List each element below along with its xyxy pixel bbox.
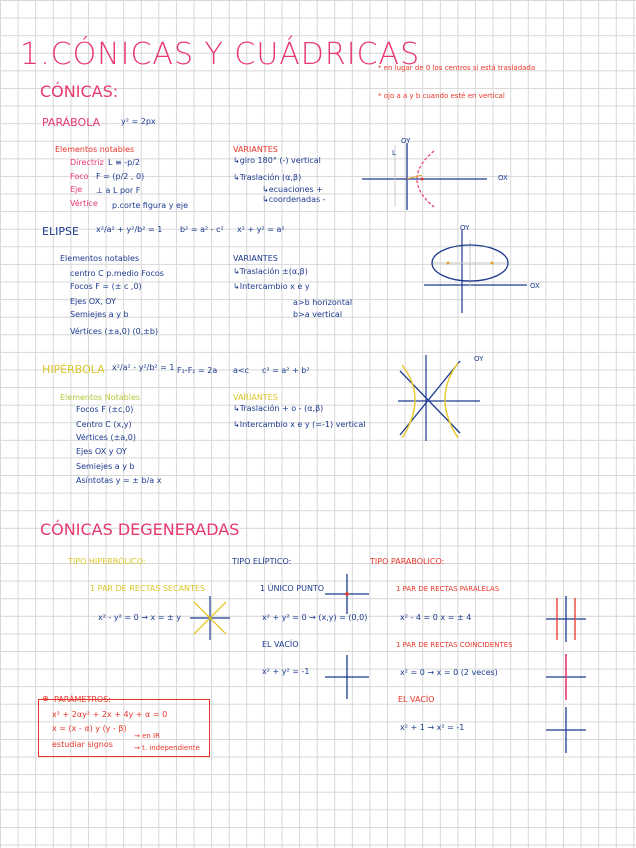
parametros-title-icon: ⊕: [42, 694, 49, 703]
parabola-vertice-value: p.corte figura y eje: [112, 201, 189, 210]
parabola-foco-value: F = (p/2 , 0): [96, 172, 145, 181]
parametros-title: PARÁMETROS:: [54, 695, 111, 704]
parabola-graph: [362, 135, 492, 220]
vacio-parabolico-graph: [546, 707, 586, 753]
hiperbola-variant-2: ↳Intercambio x e y (=-1) vertical: [233, 420, 366, 429]
parametros-line-4: → en IR: [134, 732, 160, 740]
tipo-eliptico-title: TIPO ELÍPTICO:: [232, 557, 292, 566]
tipo-hiperbolico-equation: x² - y² = 0 → x = ± y: [98, 613, 182, 622]
rectas-coincidentes-subtitle: 1 PAR DE RECTAS COINCIDENTES: [396, 641, 513, 649]
unico-punto-graph: [325, 574, 369, 614]
parametros-line-3: estudiar signos: [52, 740, 113, 749]
tipo-hiperbolico-subtitle: 1 PAR DE RECTAS SECANTES: [90, 584, 206, 593]
elipse-variant-3: a>b horizontal: [293, 298, 353, 307]
hiperbola-centro: Centro C (x,y): [76, 420, 132, 429]
parabola-variant-2: ↳Traslación (α,β): [233, 173, 302, 182]
hiperbola-equation-2: F₂-F₁ = 2a: [177, 366, 218, 375]
vacio-parabolico-equation: x² + 1 → x² = -1: [400, 723, 465, 732]
elipse-ejes: Ejes OX, OY: [70, 297, 117, 306]
elipse-equation-3: x² + y² = a²: [237, 225, 285, 234]
parabola-foco-label: Foco: [70, 172, 89, 181]
page-title: 1.CÓNICAS Y CUÁDRICAS: [20, 37, 421, 72]
secantes-graph: [190, 596, 230, 640]
elipse-variant-4: b>a vertical: [293, 310, 343, 319]
hiperbola-variantes-title: VARIANTES: [233, 393, 278, 402]
vacio-eliptico-equation: x² + y² = -1: [262, 667, 310, 676]
elipse-oy-label: OY: [460, 224, 470, 232]
elipse-equation: x²/a² + y²/b² = 1: [96, 225, 163, 234]
hiperbola-heading: HIPÉRBOLA: [42, 363, 105, 376]
rectas-coincidentes-graph: [546, 654, 586, 700]
elipse-variant-2: ↳Intercambio x e y: [233, 282, 310, 291]
parametros-line-1: x² + 2αy² + 2x + 4y + α = 0: [52, 710, 168, 719]
rectas-paralelas-equation: x² - 4 = 0 x = ± 4: [400, 613, 472, 622]
parabola-variantes-title: VARIANTES: [233, 145, 278, 154]
hiperbola-equation-3: a<c: [233, 366, 250, 375]
note-translation: * en lugar de 0 los centros si está trasladada: [378, 64, 536, 72]
parabola-directriz-label: Directriz: [70, 158, 104, 167]
elipse-vertices: Vértices (±a,0) (0,±b): [70, 327, 159, 336]
parabola-elements-title: Elementos notables: [55, 145, 135, 154]
rectas-coincidentes-equation: x² = 0 → x = 0 (2 veces): [400, 668, 498, 677]
note-vertical: * ojo a a y b cuando esté en vertical: [378, 92, 505, 100]
hiperbola-asintotas: Asíntotas y = ± b/a x: [76, 476, 162, 485]
parabola-eje-value: ⊥ a L por F: [96, 186, 141, 195]
unico-punto-equation: x² + y² = 0 → (x,y) = (0,0): [262, 613, 368, 622]
parabola-variant-1: ↳giro 180° (-) vertical: [233, 156, 321, 165]
parametros-line-2: x = (x - α) y (y - β): [52, 724, 127, 733]
elipse-equation-2: b² = a² - c²: [180, 225, 224, 234]
hiperbola-semiejes: Semiejes a y b: [76, 462, 135, 471]
section-conicas-heading: CÓNICAS:: [40, 82, 119, 101]
elipse-heading: ELIPSE: [42, 225, 79, 238]
vacio-parabolico-subtitle: EL VACÍO: [398, 695, 435, 704]
hiperbola-vertices: Vértices (±a,0): [76, 433, 136, 442]
parabola-heading: PARÁBOLA: [42, 116, 101, 129]
rectas-paralelas-graph: [546, 596, 586, 642]
hiperbola-equation-4: c² = a² + b²: [262, 366, 310, 375]
hiperbola-graph: [398, 353, 483, 443]
parabola-vertice-label: Vértice: [70, 199, 98, 208]
parabola-directriz-value: L ≡ -p/2: [108, 158, 140, 167]
parabola-l-label: L: [392, 149, 396, 157]
rectas-paralelas-subtitle: 1 PAR DE RECTAS PARALELAS: [396, 585, 500, 593]
hiperbola-elements-title: Elementos Notables: [60, 393, 141, 402]
hiperbola-variant-1: ↳Traslación + o - (α,β): [233, 404, 324, 413]
parabola-variant-4: ↳coordenadas -: [262, 195, 326, 204]
vacio-eliptico-subtitle: EL VACÍO: [262, 640, 299, 649]
parabola-eje-label: Eje: [70, 185, 83, 194]
parabola-equation: y² = 2px: [121, 117, 156, 126]
hiperbola-equation: x²/a² - y²/b² = 1: [112, 363, 175, 372]
parabola-oy-label: OY: [401, 137, 411, 145]
elipse-variant-1: ↳Traslación ±(α,β): [233, 267, 308, 276]
parabola-ox-label: OX: [498, 174, 508, 182]
elipse-graph: [422, 225, 532, 315]
hiperbola-ejes: Ejes OX y OY: [76, 447, 127, 456]
parabola-variant-3: ↳ecuaciones +: [262, 185, 323, 194]
tipo-hiperbolico-title: TIPO HIPERBÓLICO:: [68, 557, 146, 566]
elipse-centro: centro C p.medio Focos: [70, 269, 164, 278]
hiperbola-oy-label: OY: [474, 355, 484, 363]
degeneradas-heading: CÓNICAS DEGENERADAS: [40, 520, 240, 539]
unico-punto-subtitle: 1 ÚNICO PUNTO: [260, 584, 325, 593]
parametros-line-5: → t. independiente: [134, 744, 200, 752]
elipse-variantes-title: VARIANTES: [233, 254, 278, 263]
elipse-focos: Focos F = (± c ,0): [70, 282, 142, 291]
elipse-semiejes: Semiejes a y b: [70, 310, 129, 319]
hiperbola-focos: Focos F (±c,0): [76, 405, 134, 414]
vacio-eliptico-graph: [325, 655, 369, 699]
elipse-elements-title: Elementos notables: [60, 254, 140, 263]
tipo-parabolico-title: TIPO PARABÓLICO:: [370, 557, 445, 566]
elipse-ox-label: OX: [530, 282, 540, 290]
